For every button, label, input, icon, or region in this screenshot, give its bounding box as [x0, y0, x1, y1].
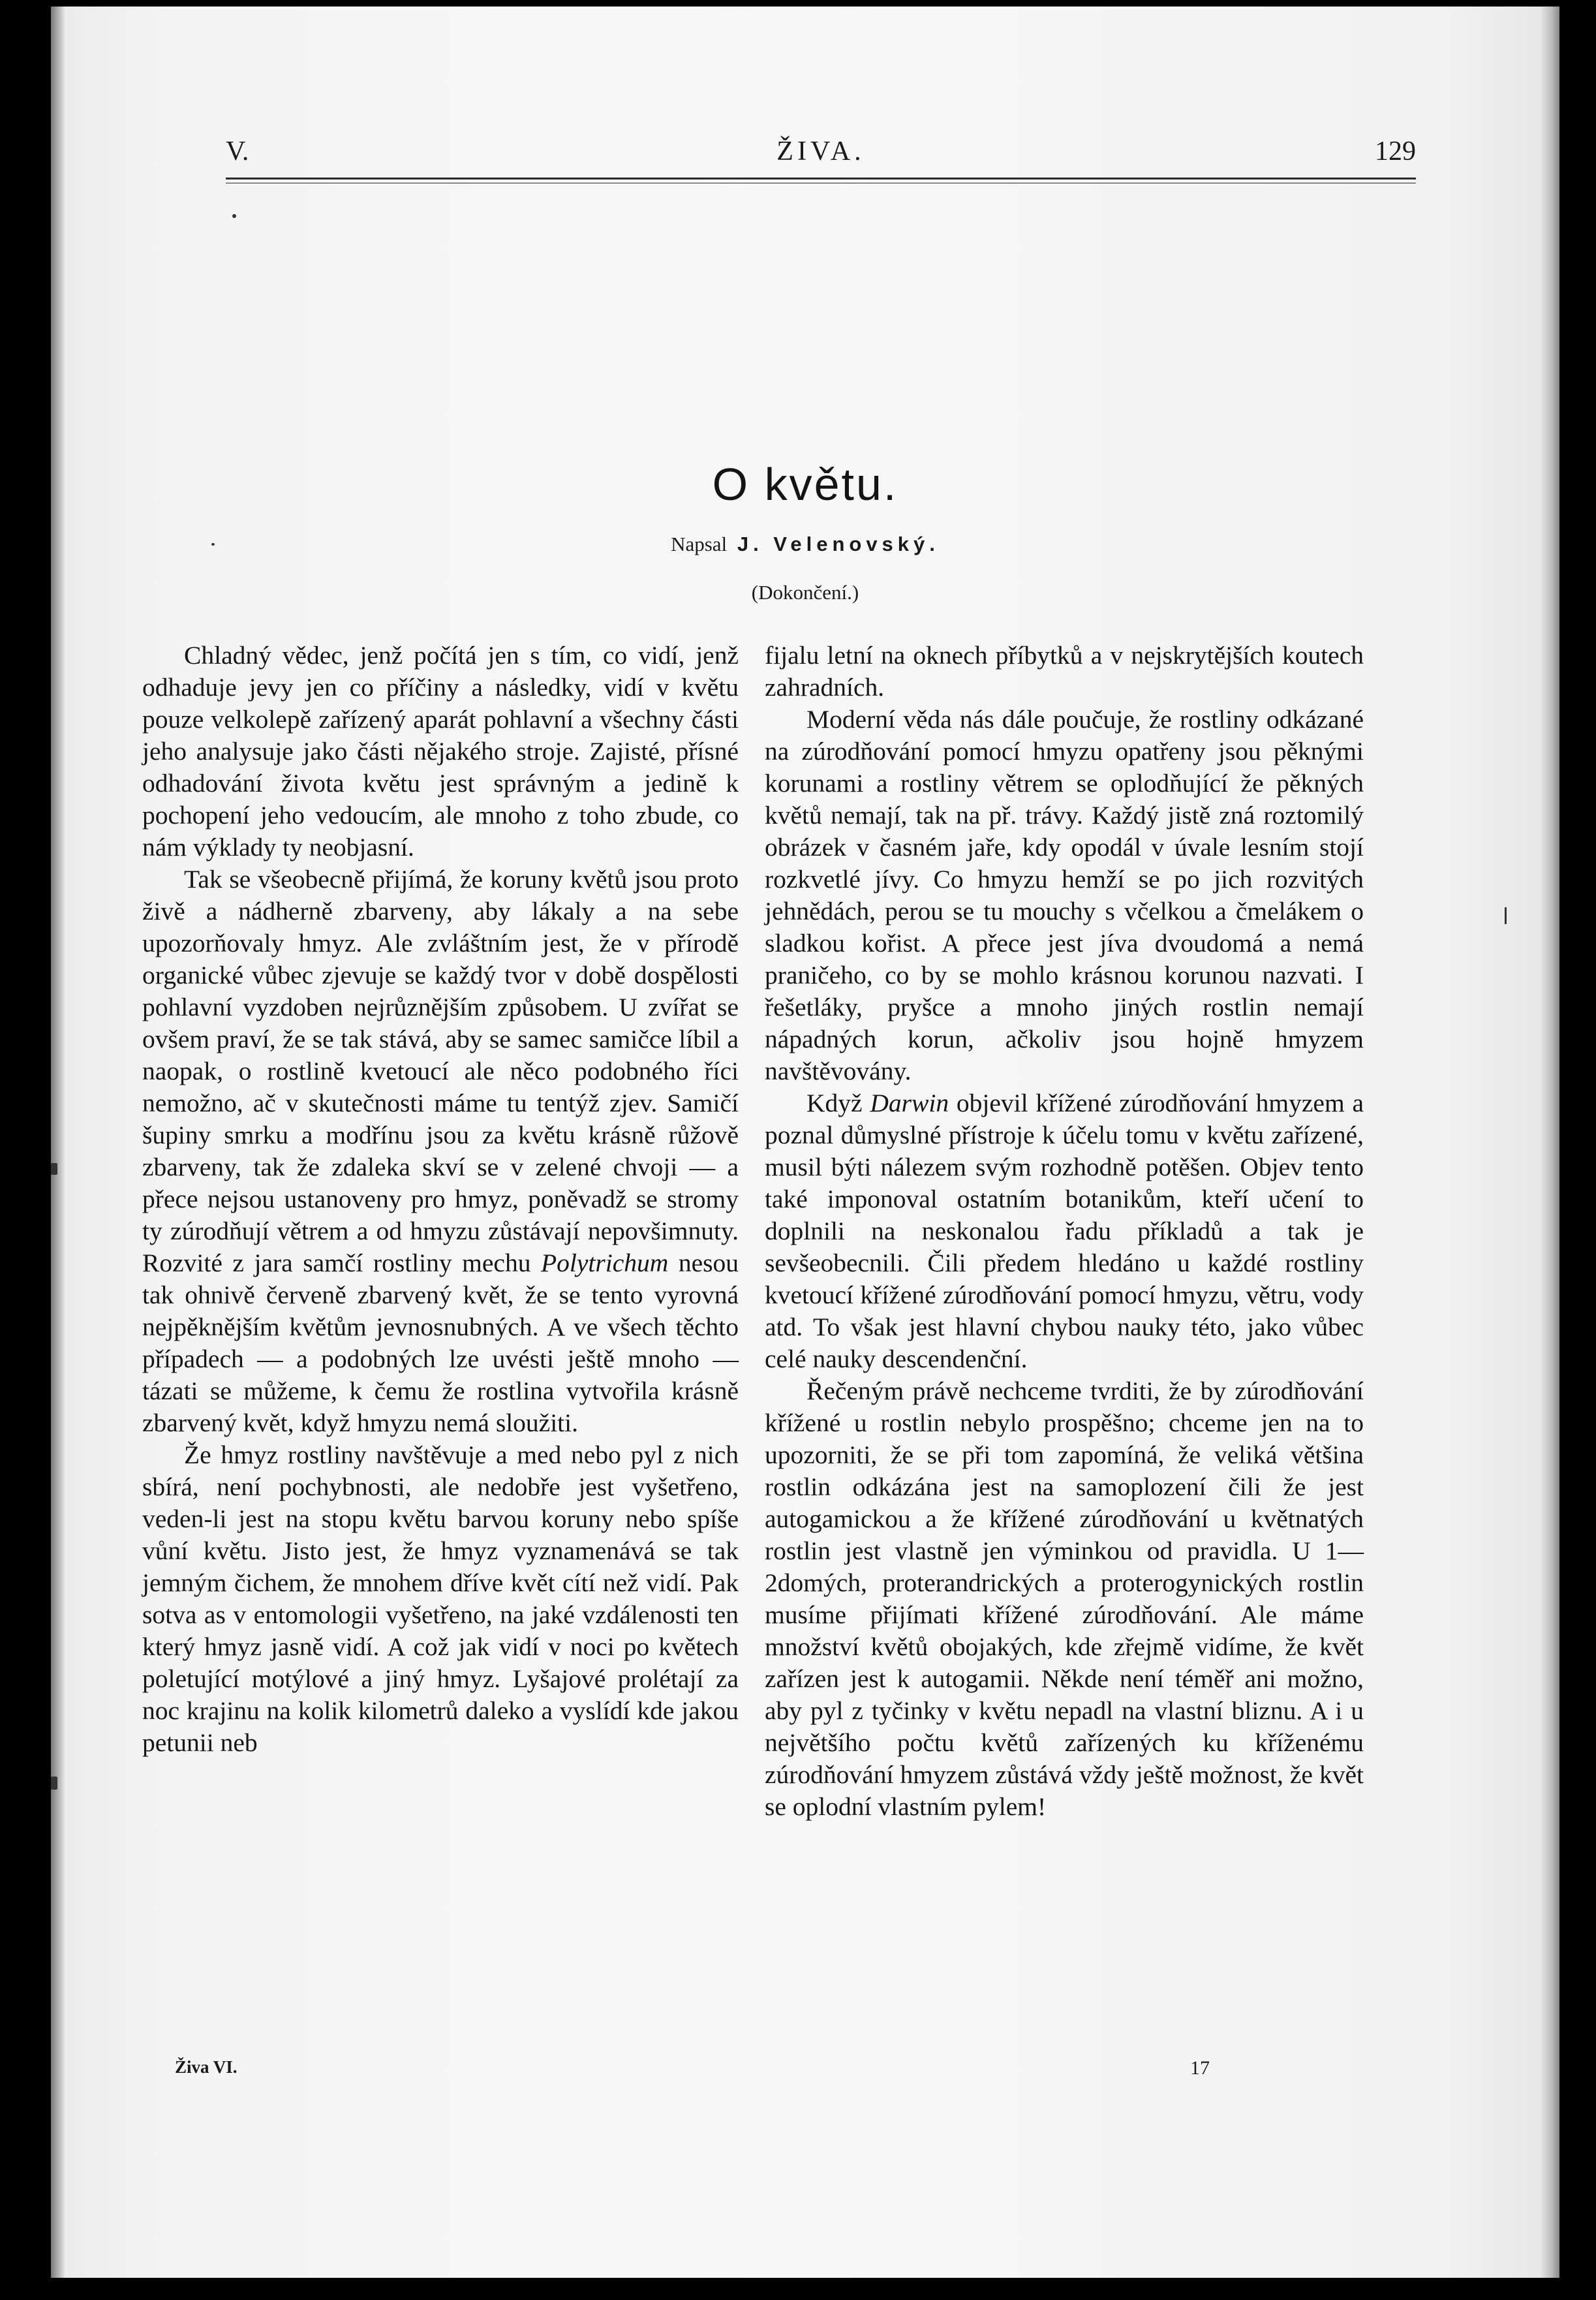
page-number: 129	[1375, 136, 1416, 166]
article-title: O květu.	[712, 459, 898, 510]
byline	[51, 533, 1559, 556]
article-subtitle: (Dokončení.)	[751, 581, 859, 604]
scan-speck	[1505, 907, 1507, 924]
volume-number: V.	[226, 136, 249, 166]
printer-signature: Živa VI.	[175, 2057, 238, 2077]
text-column-left	[142, 640, 739, 1759]
paragraph: Moderní věda nás dále poučuje, že rostliny odkázané na zúrodňování pomocí hmyzu opatřeny jsou pěknými korunami a rostliny větrem se oplodňující že pěkných květů nemají, tak na př. trávy. Každý jistě zná roztomilý obrázek v časném jaře, kdy opodál v úvale lesním stojí rozkvetlé jívy. Co hmyzu hemží se po jich rozvitých jehnědách, perou se tu mouchy s včelkou a čmelákem o sladkou kořist. A přece jest jíva dvoudomá a nemá praničeho, co by se mohlo krásnou korunou nazvati. I řešetláky, pryšce a mnoho jiných rostlin nemají nápadných korun, ačkoliv jsou hojně hmyzem navštěvovány.	[765, 705, 1364, 1085]
italic-term: Polytrichum	[541, 1249, 669, 1277]
page-left-edge-shadow	[51, 7, 65, 2278]
scanned-page	[51, 7, 1559, 2278]
paragraph: Chladný vědec, jenž počítá jen s tím, co vidí, jenž odhaduje jevy jen co příčiny a následky, vidí v květu pouze velkolepě zařízený aparát pohlavní a všechny části jeho analysuje jako části nějakého stroje. Zajisté, přísné odhadování života květu jest správným a jedině k pochopení jeho vedoucím, ale mnoho z toho zbude, co nám výklady ty neobjasní.	[142, 641, 739, 862]
paragraph	[142, 863, 739, 1439]
page-right-edge-shadow	[1540, 7, 1559, 2278]
journal-name: ŽIVA.	[776, 136, 865, 166]
sheet-signature: 17	[1190, 2057, 1210, 2079]
author-name: J. Velenovský.	[737, 533, 940, 555]
scan-speck	[51, 1777, 57, 1790]
paragraph	[765, 1087, 1364, 1375]
running-header	[226, 136, 1416, 175]
paragraph-text: objevil křížené zúrodňování hmyzem a poznal důmyslné přístroje k účelu tomu v květu zařízené, musil býti nálezem svým rozhodně potěšen. Objev tento také imponoval ostatním botanikům, kteří učení to doplnili na neskonalou řadu příkladů a tak je sevšeobecnili. Čili předem hledáno u každé rostliny kvetoucí křížené zúrodňování pomocí hmyzu, větru, vody atd. To však jest hlavní chybou nauky této, jako vůbec celé nauky descendenční.	[765, 1089, 1364, 1373]
scan-speck	[211, 543, 215, 546]
paragraph: Že hmyz rostliny navštěvuje a med nebo pyl z nich sbírá, není pochybnosti, ale nedobře jest vyšetřeno, veden-li jest na stopu květu barvou koruny nebo spíše vůní květu. Jisto jest, že hmyz vyznamenává se tak jemným čichem, že mnohem dříve květ cítí než vidí. Pak sotva as v entomologii vyšetřeno, na jaké vzdálenosti ten který hmyz jasně vidí. A což jak vidí v noci po květech poletující motýlové a jiný hmyz. Lyšajové prolétají za noc krajinu na kolik kilometrů daleko a vyslídí kde jakou petunii neb	[142, 1440, 739, 1757]
byline-prefix: Napsal	[671, 533, 728, 555]
text-column-right	[765, 640, 1364, 1823]
paragraph-continuation: fijalu letní na oknech příbytků a v nejskrytějších koutech zahradních.	[765, 641, 1364, 702]
italic-term: Darwin	[870, 1089, 949, 1117]
scan-speck	[232, 214, 236, 218]
paragraph-text: Tak se všeobecně přijímá, že koruny květů jsou proto živě a nádherně zbarveny, aby lákaly a na sebe upozorňovaly hmyz. Ale zvláštním jest, že v přírodě organické vůbec zjevuje se každý tvor v době dospělosti pohlavní vyzdoben nejrůznějším způsobem. U zvířat se ovšem praví, že se tak stává, aby se samec samičce líbil a naopak, o rostlině kvetoucí ale něco podobného říci nemožno, ač v skutečnosti máme tu tentýž zjev. Samičí šupiny smrku a modřínu jsou za květu krásně růžově zbarveny, tak že zdaleka skví se v zelené chvoji — a přece nejsou ustanoveny pro hmyz, poněvadž se stromy ty zúrodňují větrem a od hmyzu zůstávají nepovšimnuty. Rozvité z jara samčí rostliny mechu	[142, 865, 739, 1277]
header-rule-thick	[226, 178, 1416, 179]
scan-speck	[51, 1163, 57, 1175]
paragraph: Řečeným právě nechceme tvrditi, že by zúrodňování křížené u rostlin nebylo prospěšno; chceme jen na to upozorniti, že se při tom zapomíná, že veliká většina rostlin odkázána jest na samoplození čili že jest autogamickou a že křížené zúrodňování u květnatých rostlin jest vlastně jen výminkou od pravidla. U 1—2domých, proterandrických a proterogynických rostlin musíme přijímati křížené zúrodňování. Ale máme množství květů obojakých, kde zřejmě vidíme, že květ zařízen jest k autogamii. Někde není téměř ani možno, aby pyl z tyčinky v květu nepadl na vlastní bliznu. A i u největšího počtu květů zařízených ku kříženému zúrodňování hmyzem zůstává vždy ještě možnost, že květ se oplodní vlastním pylem!	[765, 1376, 1364, 1821]
paragraph-text: Když	[806, 1089, 863, 1117]
paragraph-text: nesou tak ohnivě červeně zbarvený květ, že se tento vyrovná nejpěknějším květům jevnosnubných. A ve všech těchto případech — a podobných lze uvésti ještě mnoho — tázati se můžeme, k čemu že rostlina vytvořila krásně zbarvený květ, když hmyzu nemá sloužiti.	[142, 1249, 739, 1437]
